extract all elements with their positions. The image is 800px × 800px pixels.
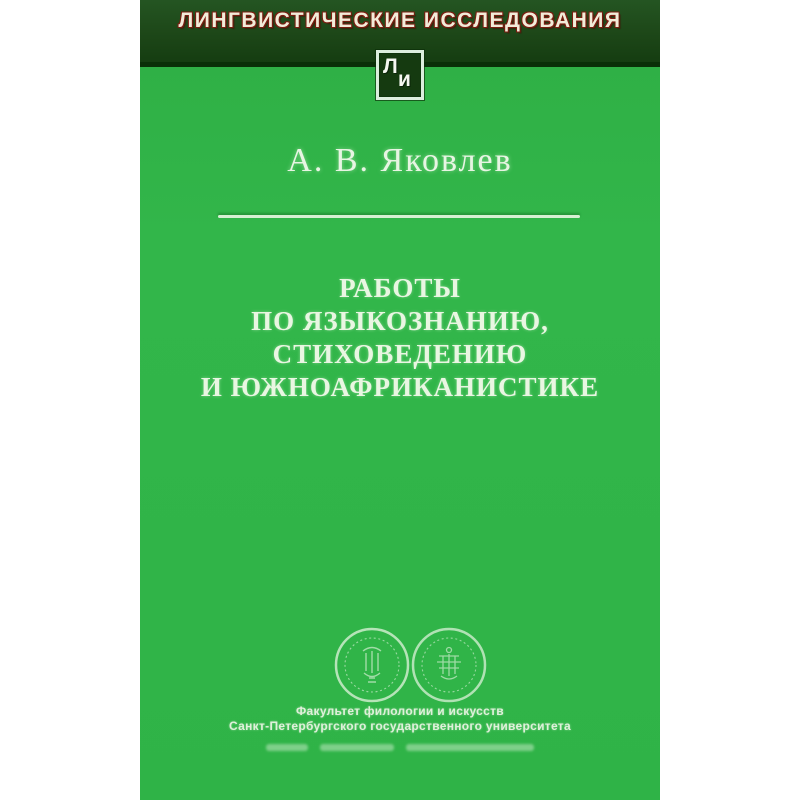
book-title-line: РАБОТЫ xyxy=(339,273,461,303)
faded-text-line xyxy=(140,738,660,748)
divider-line xyxy=(218,215,580,218)
book-title-line: ПО ЯЗЫКОЗНАНИЮ, xyxy=(251,306,549,336)
book-cover xyxy=(140,0,660,800)
footer-university: Санкт-Петербургского государственного университета xyxy=(229,719,571,733)
logo-letter-l: Л xyxy=(383,55,398,78)
university-seal-left-icon xyxy=(333,626,411,704)
university-seal-right-icon xyxy=(410,626,488,704)
logo-letter-i: и xyxy=(398,68,411,91)
author-name: А. В. Яковлев xyxy=(287,142,513,179)
book-title xyxy=(140,272,660,404)
university-seals xyxy=(333,626,493,704)
book-title-line: СТИХОВЕДЕНИЮ xyxy=(272,339,528,369)
book-title-line: И ЮЖНОАФРИКАНИСТИКЕ xyxy=(200,372,600,402)
footer-faculty: Факультет филологии и искусств xyxy=(296,704,504,718)
series-title: ЛИНГВИСТИЧЕСКИЕ ИССЛЕДОВАНИЯ xyxy=(178,9,622,32)
series-logo-icon xyxy=(376,50,424,100)
